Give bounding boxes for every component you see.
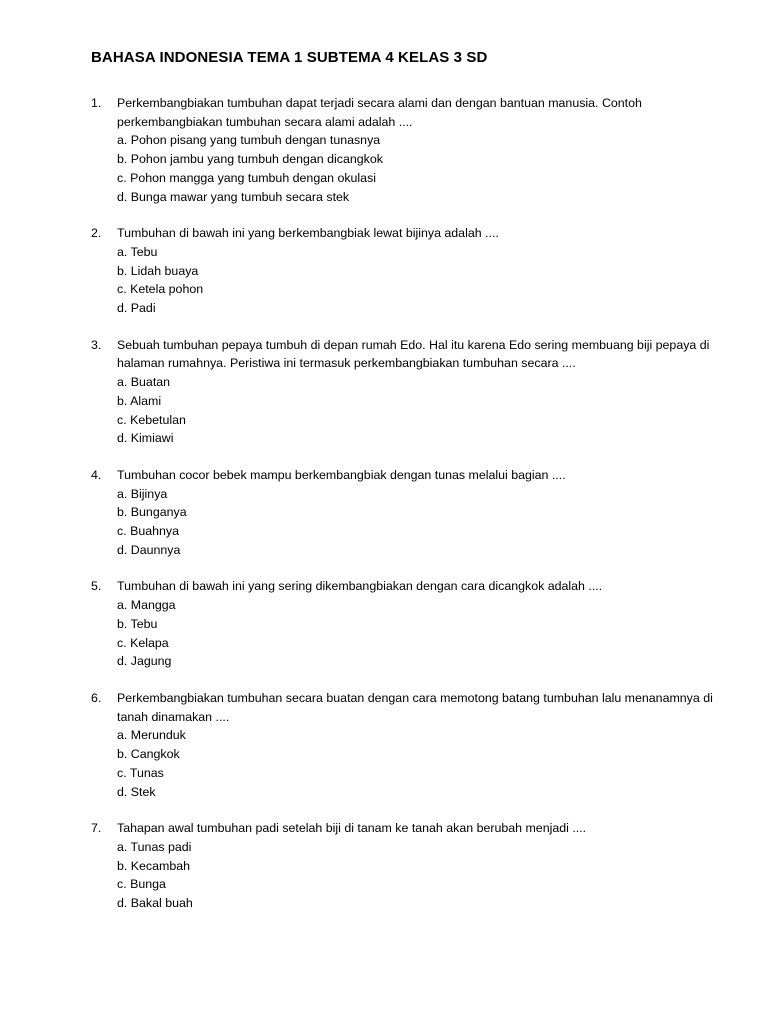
option-c: c. Tunas — [117, 765, 164, 780]
option-a: a. Pohon pisang yang tumbuh dengan tunasnya — [117, 133, 381, 148]
option-list — [117, 838, 728, 913]
question-list — [91, 94, 728, 913]
question-item — [91, 466, 728, 560]
option-a: a. Tunas padi — [117, 839, 192, 854]
option-b: b. Kecambah — [117, 858, 191, 873]
option-list — [117, 373, 728, 448]
option-d: d. Bunga mawar yang tumbuh secara stek — [117, 189, 350, 204]
option-d: d. Bakal buah — [117, 896, 193, 911]
option-c: c. Buahnya — [117, 524, 179, 539]
option-d: d. Jagung — [117, 654, 172, 669]
option-b: b. Lidah buaya — [117, 263, 199, 278]
option-d: d. Stek — [117, 784, 156, 799]
question-item — [91, 224, 728, 318]
option-c: c. Pohon mangga yang tumbuh dengan okulasi — [117, 170, 377, 185]
option-b: b. Pohon jambu yang tumbuh dengan dicangkok — [117, 152, 383, 167]
question-item — [91, 94, 728, 206]
question-number: 4. — [91, 467, 102, 482]
question-number: 2. — [91, 226, 102, 241]
question-number: 6. — [91, 690, 102, 705]
option-c: c. Bunga — [117, 877, 166, 892]
question-item — [91, 689, 728, 801]
option-a: a. Tebu — [117, 244, 158, 259]
option-b: b. Tebu — [117, 616, 158, 631]
option-c: c. Ketela pohon — [117, 282, 204, 297]
question-text: Tumbuhan di bawah ini yang sering dikembangbiakan dengan cara dicangkok adalah .... — [117, 579, 603, 594]
option-a: a. Bijinya — [117, 486, 168, 501]
option-list — [117, 726, 728, 801]
question-number: 1. — [91, 96, 102, 110]
option-list — [117, 131, 728, 206]
option-list — [117, 596, 728, 671]
question-item — [91, 819, 728, 913]
question-text: Tumbuhan cocor bebek mampu berkembangbiak dengan tunas melalui bagian .... — [117, 467, 566, 482]
document-title: BAHASA INDONESIA TEMA 1 SUBTEMA 4 KELAS 3 SD — [91, 49, 488, 66]
option-d: d. Padi — [117, 301, 156, 316]
question-text: Tahapan awal tumbuhan padi setelah biji di tanam ke tanah akan berubah menjadi .... — [117, 821, 587, 836]
option-a: a. Mangga — [117, 598, 176, 613]
option-b: b. Alami — [117, 393, 162, 408]
question-number: 5. — [91, 579, 102, 594]
option-list — [117, 243, 728, 318]
option-b: b. Bunganya — [117, 505, 187, 520]
question-text: Tumbuhan di bawah ini yang berkembangbiak lewat bijinya adalah .... — [117, 226, 499, 241]
option-d: d. Daunnya — [117, 542, 181, 557]
option-c: c. Kelapa — [117, 635, 169, 650]
option-a: a. Buatan — [117, 375, 171, 390]
option-d: d. Kimiawi — [117, 431, 174, 446]
question-number: 7. — [91, 821, 102, 836]
option-c: c. Kebetulan — [117, 412, 186, 427]
option-list — [117, 485, 728, 560]
question-text: Perkembangbiakan tumbuhan dapat terjadi secara alami dan dengan bantuan manusia. Contoh perkembangbiakan tumbuhan secara alami adalah .... — [117, 96, 642, 129]
option-a: a. Merunduk — [117, 728, 186, 743]
question-number: 3. — [91, 337, 102, 352]
question-text: Sebuah tumbuhan pepaya tumbuh di depan rumah Edo. Hal itu karena Edo sering membuang biji pepaya di halaman rumahnya. Peristiwa ini termasuk perkembangbiakan tumbuhan secara .... — [117, 337, 710, 371]
question-text: Perkembangbiakan tumbuhan secara buatan dengan cara memotong batang tumbuhan lalu menanamnya di tanah dinamakan .... — [117, 690, 713, 724]
question-item — [91, 577, 728, 671]
question-item — [91, 336, 728, 448]
option-b: b. Cangkok — [117, 747, 180, 762]
